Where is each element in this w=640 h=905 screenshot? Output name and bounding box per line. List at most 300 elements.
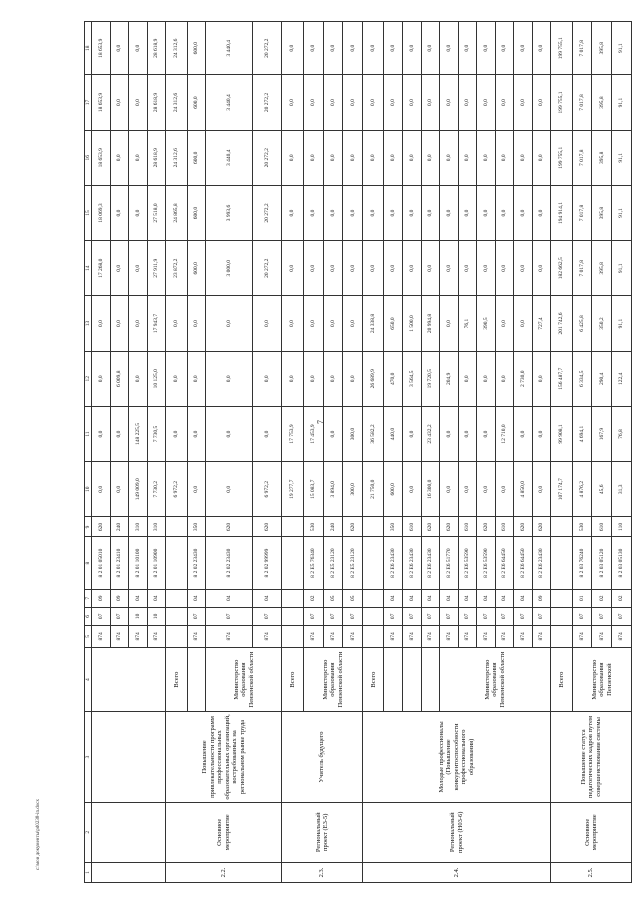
value-cell: 04 bbox=[440, 589, 459, 607]
value-cell: 12 710,0 bbox=[495, 406, 514, 461]
value-cell: 10 bbox=[147, 607, 166, 625]
item-type: Региональный проект (Е3-5) bbox=[282, 802, 363, 862]
value-cell: 0,0 bbox=[282, 296, 303, 351]
value-cell: 0,0 bbox=[252, 351, 282, 406]
value-cell: 0,0 bbox=[384, 22, 403, 75]
value-cell: 650,0 bbox=[384, 296, 403, 351]
item-title: Повышение статуса педагогических кадров путем совершенствования системы bbox=[551, 712, 632, 802]
value-cell bbox=[363, 625, 384, 647]
value-cell: 04 bbox=[477, 589, 496, 607]
value-cell: 0,0 bbox=[303, 22, 323, 75]
executor-cell: Министерство образования Пензенской области bbox=[206, 647, 282, 711]
value-cell bbox=[551, 589, 572, 607]
value-cell: 19 277,7 bbox=[282, 462, 303, 517]
value-cell: 156 487,7 bbox=[551, 351, 572, 406]
value-cell: 07 bbox=[252, 607, 282, 625]
value-cell: 0,0 bbox=[458, 130, 477, 185]
value-cell: 3 440,4 bbox=[206, 22, 252, 75]
value-cell: 02 bbox=[303, 589, 323, 607]
value-cell: 0,0 bbox=[514, 296, 533, 351]
value-cell: 0,0 bbox=[303, 130, 323, 185]
column-header: 7 bbox=[85, 589, 92, 607]
value-cell: 76,1 bbox=[458, 296, 477, 351]
value-cell: 0,0 bbox=[477, 75, 496, 130]
item-number bbox=[92, 862, 166, 882]
value-cell: 0,0 bbox=[403, 75, 422, 130]
value-cell: 0,0 bbox=[514, 185, 533, 240]
value-cell: 4 876,2 bbox=[572, 462, 592, 517]
value-cell: 3 440,4 bbox=[206, 130, 252, 185]
value-cell: 199 755,1 bbox=[551, 75, 572, 130]
value-cell: 05 bbox=[343, 589, 363, 607]
value-cell: 04 bbox=[129, 589, 148, 607]
value-cell: 0,0 bbox=[282, 351, 303, 406]
value-cell: 3 564,5 bbox=[403, 351, 422, 406]
value-cell: 0,0 bbox=[440, 22, 459, 75]
value-cell: 199 755,1 bbox=[551, 22, 572, 75]
value-cell: 07 bbox=[92, 607, 111, 625]
value-cell: 8 2 01 10100 bbox=[129, 537, 148, 589]
value-cell: 91,1 bbox=[612, 296, 632, 351]
value-cell: 0,0 bbox=[403, 406, 422, 461]
value-cell: 3 000,0 bbox=[206, 241, 252, 296]
value-cell: 874 bbox=[323, 625, 343, 647]
budget-table bbox=[84, 21, 632, 883]
value-cell: 530 bbox=[572, 517, 592, 537]
value-cell: 0,0 bbox=[323, 185, 343, 240]
value-cell: 17 943,7 bbox=[147, 296, 166, 351]
page-number: 7 bbox=[316, 420, 325, 424]
value-cell bbox=[551, 607, 572, 625]
value-cell: 0,0 bbox=[343, 241, 363, 296]
value-cell: 0,0 bbox=[343, 296, 363, 351]
value-cell: 7 017,8 bbox=[572, 185, 592, 240]
value-cell: 0,0 bbox=[303, 241, 323, 296]
value-cell: 04 bbox=[458, 589, 477, 607]
column-header: 1 bbox=[85, 862, 92, 882]
value-cell: 395,8 bbox=[592, 75, 612, 130]
table-row bbox=[551, 22, 572, 883]
value-cell: 0,0 bbox=[421, 185, 440, 240]
value-cell: 0,0 bbox=[384, 75, 403, 130]
value-cell: 7 017,8 bbox=[572, 75, 592, 130]
value-cell: 0,0 bbox=[495, 75, 514, 130]
value-cell: 390,5 bbox=[477, 296, 496, 351]
value-cell: 0,0 bbox=[495, 185, 514, 240]
value-cell: 204,9 bbox=[440, 351, 459, 406]
value-cell: 0,0 bbox=[363, 130, 384, 185]
value-cell: 8 2 E6 51770 bbox=[440, 537, 459, 589]
value-cell: 0,0 bbox=[187, 351, 206, 406]
value-cell: 600,0 bbox=[187, 241, 206, 296]
value-cell: 07 bbox=[303, 607, 323, 625]
value-cell: 0,0 bbox=[129, 296, 148, 351]
value-cell: 874 bbox=[612, 625, 632, 647]
value-cell: 0,0 bbox=[187, 296, 206, 351]
value-cell bbox=[282, 607, 303, 625]
value-cell: 148 225,5 bbox=[129, 406, 148, 461]
value-cell: 0,0 bbox=[458, 241, 477, 296]
value-cell: 350 bbox=[384, 517, 403, 537]
value-cell: 0,0 bbox=[403, 130, 422, 185]
value-cell: 15 083,7 bbox=[303, 462, 323, 517]
value-cell: 91,1 bbox=[612, 241, 632, 296]
value-cell: 4 850,0 bbox=[514, 462, 533, 517]
value-cell: 395,8 bbox=[592, 22, 612, 75]
value-cell: 3 894,0 bbox=[323, 462, 343, 517]
value-cell: 6 972,2 bbox=[166, 462, 187, 517]
footer-file-path: c:\мои документы\pd0238-in.docx bbox=[36, 799, 41, 870]
column-header: 13 bbox=[85, 296, 92, 351]
column-header: 9 bbox=[85, 517, 92, 537]
value-cell: 8 2 E6 23430 bbox=[532, 537, 551, 589]
value-cell: 0,0 bbox=[440, 185, 459, 240]
value-cell: 18 653,9 bbox=[92, 75, 111, 130]
column-header: 16 bbox=[85, 130, 92, 185]
value-cell bbox=[166, 625, 187, 647]
value-cell: 199 755,1 bbox=[551, 130, 572, 185]
value-cell: 04 bbox=[403, 589, 422, 607]
value-cell: 0,0 bbox=[532, 351, 551, 406]
value-cell: 0,0 bbox=[252, 406, 282, 461]
value-cell: 0,0 bbox=[282, 241, 303, 296]
value-cell: 0,0 bbox=[323, 22, 343, 75]
value-cell: 620 bbox=[514, 517, 533, 537]
executor-cell bbox=[421, 647, 440, 711]
value-cell: 620 bbox=[206, 517, 252, 537]
value-cell: 0,0 bbox=[187, 462, 206, 517]
value-cell: 0,0 bbox=[532, 406, 551, 461]
table-body bbox=[92, 22, 632, 883]
value-cell: 0,0 bbox=[458, 351, 477, 406]
value-cell: 8 2 02 23430 bbox=[206, 537, 252, 589]
value-cell: 07 bbox=[592, 607, 612, 625]
value-cell: 0,0 bbox=[343, 130, 363, 185]
value-cell: 620 bbox=[252, 517, 282, 537]
value-cell: 0,0 bbox=[477, 185, 496, 240]
value-cell: 0,0 bbox=[458, 185, 477, 240]
value-cell: 0,0 bbox=[323, 296, 343, 351]
value-cell: 07 bbox=[572, 607, 592, 625]
value-cell: 0,0 bbox=[323, 75, 343, 130]
column-header: 17 bbox=[85, 75, 92, 130]
value-cell bbox=[166, 537, 187, 589]
value-cell: 0,0 bbox=[363, 241, 384, 296]
value-cell: 0,0 bbox=[532, 22, 551, 75]
value-cell: 0,0 bbox=[421, 241, 440, 296]
value-cell: 530 bbox=[303, 517, 323, 537]
item-type: Региональный проект (Н03-6) bbox=[363, 802, 551, 862]
value-cell: 0,0 bbox=[110, 462, 129, 517]
value-cell: 8 2 E6 53590 bbox=[477, 537, 496, 589]
value-cell: 02 bbox=[612, 589, 632, 607]
value-cell: 6 334,5 bbox=[572, 351, 592, 406]
value-cell: 27 518,0 bbox=[147, 185, 166, 240]
column-header: 10 bbox=[85, 462, 92, 517]
value-cell: 610 bbox=[495, 517, 514, 537]
value-cell: 620 bbox=[343, 517, 363, 537]
value-cell: 0,0 bbox=[129, 351, 148, 406]
value-cell: 874 bbox=[206, 625, 252, 647]
value-cell: 0,0 bbox=[477, 406, 496, 461]
value-cell: 07 bbox=[514, 607, 533, 625]
value-cell: 91,1 bbox=[612, 75, 632, 130]
value-cell: 350 bbox=[187, 517, 206, 537]
value-cell: 440,0 bbox=[384, 406, 403, 461]
value-cell: 28 618,9 bbox=[147, 130, 166, 185]
value-cell: 28 618,9 bbox=[147, 22, 166, 75]
value-cell: 8 2 03 76240 bbox=[572, 537, 592, 589]
column-header: 11 bbox=[85, 406, 92, 461]
item-number: 2.4. bbox=[363, 862, 551, 882]
column-header: 6 bbox=[85, 607, 92, 625]
value-cell: 45,6 bbox=[592, 462, 612, 517]
value-cell: 0,0 bbox=[129, 22, 148, 75]
value-cell: 18 653,9 bbox=[92, 130, 111, 185]
value-cell: 0,0 bbox=[532, 241, 551, 296]
value-cell: 0,0 bbox=[440, 130, 459, 185]
value-cell: 3 440,4 bbox=[206, 75, 252, 130]
executor-cell: Министерство образования Пензенской области bbox=[440, 647, 551, 711]
value-cell: 0,0 bbox=[303, 75, 323, 130]
value-cell: 18 069,3 bbox=[92, 185, 111, 240]
value-cell: 0,0 bbox=[477, 462, 496, 517]
value-cell: 110 bbox=[612, 517, 632, 537]
value-cell: 1 500,0 bbox=[403, 296, 422, 351]
value-cell: 0,0 bbox=[384, 241, 403, 296]
value-cell: 874 bbox=[421, 625, 440, 647]
item-title: Повышение привлекательности программ профессиональных образовательных организаций, востребованных на региональном рынке труда bbox=[166, 712, 282, 802]
value-cell: 4 694,1 bbox=[572, 406, 592, 461]
value-cell: 04 bbox=[187, 589, 206, 607]
value-cell: 620 bbox=[532, 517, 551, 537]
value-cell: 07 bbox=[612, 607, 632, 625]
value-cell: 19 720,5 bbox=[421, 351, 440, 406]
value-cell: 201 742,6 bbox=[551, 296, 572, 351]
value-cell: 240 bbox=[323, 517, 343, 537]
value-cell: 04 bbox=[495, 589, 514, 607]
value-cell: 0,0 bbox=[323, 130, 343, 185]
value-cell: 874 bbox=[384, 625, 403, 647]
value-cell: 194 914,1 bbox=[551, 185, 572, 240]
value-cell bbox=[282, 589, 303, 607]
value-cell: 04 bbox=[384, 589, 403, 607]
value-cell: 610 bbox=[403, 517, 422, 537]
value-cell: 07 bbox=[421, 607, 440, 625]
value-cell bbox=[282, 517, 303, 537]
value-cell: 0,0 bbox=[110, 406, 129, 461]
value-cell: 874 bbox=[92, 625, 111, 647]
value-cell: 0,0 bbox=[514, 406, 533, 461]
table-row bbox=[166, 22, 187, 883]
value-cell: 107 174,7 bbox=[551, 462, 572, 517]
value-cell: 0,0 bbox=[129, 75, 148, 130]
value-cell: 0,0 bbox=[477, 241, 496, 296]
value-cell: 0,0 bbox=[282, 130, 303, 185]
value-cell: 20 272,2 bbox=[252, 22, 282, 75]
table-row bbox=[282, 22, 303, 883]
value-cell: 0,0 bbox=[110, 241, 129, 296]
value-cell: 09 bbox=[92, 589, 111, 607]
value-cell: 0,0 bbox=[532, 462, 551, 517]
value-cell: 240 bbox=[110, 517, 129, 537]
column-header: 3 bbox=[85, 712, 92, 802]
value-cell: 09 bbox=[532, 589, 551, 607]
value-cell bbox=[551, 537, 572, 589]
value-cell: 874 bbox=[129, 625, 148, 647]
value-cell: 600,0 bbox=[384, 462, 403, 517]
value-cell: 0,0 bbox=[458, 406, 477, 461]
value-cell: 31,3 bbox=[612, 462, 632, 517]
value-cell: 0,0 bbox=[323, 241, 343, 296]
executor-cell bbox=[403, 647, 422, 711]
value-cell: 0,0 bbox=[206, 462, 252, 517]
column-header: 5 bbox=[85, 625, 92, 647]
value-cell: 0,0 bbox=[206, 296, 252, 351]
value-cell: 0,0 bbox=[129, 185, 148, 240]
value-cell: 8 2 E6 23430 bbox=[421, 537, 440, 589]
value-cell: 0,0 bbox=[440, 406, 459, 461]
value-cell: 290,4 bbox=[592, 351, 612, 406]
value-cell: 0,0 bbox=[403, 185, 422, 240]
value-cell: 07 bbox=[477, 607, 496, 625]
value-cell: 8 2 E5 23120 bbox=[323, 537, 343, 589]
item-type: Основное мероприятие bbox=[551, 802, 632, 862]
value-cell: 874 bbox=[187, 625, 206, 647]
value-cell: 0,0 bbox=[514, 75, 533, 130]
item-number: 2.2. bbox=[166, 862, 282, 882]
value-cell: 620 bbox=[92, 517, 111, 537]
value-cell: 0,0 bbox=[403, 241, 422, 296]
value-cell: 0,0 bbox=[166, 406, 187, 461]
value-cell: 10 125,0 bbox=[147, 351, 166, 406]
value-cell: 874 bbox=[477, 625, 496, 647]
value-cell: 0,0 bbox=[495, 241, 514, 296]
value-cell: 0,0 bbox=[514, 130, 533, 185]
value-cell: 04 bbox=[206, 589, 252, 607]
rotated-table-container bbox=[84, 21, 632, 883]
value-cell bbox=[551, 625, 572, 647]
header-row bbox=[85, 22, 92, 883]
value-cell: 0,0 bbox=[343, 22, 363, 75]
value-cell: 470,0 bbox=[384, 351, 403, 406]
value-cell: 874 bbox=[343, 625, 363, 647]
value-cell: 0,0 bbox=[495, 462, 514, 517]
value-cell: 20 272,2 bbox=[252, 185, 282, 240]
value-cell: 8 2 E6 64450 bbox=[514, 537, 533, 589]
value-cell: 0,0 bbox=[343, 75, 363, 130]
value-cell: 874 bbox=[495, 625, 514, 647]
value-cell: 0,0 bbox=[303, 185, 323, 240]
value-cell: 24 312,6 bbox=[166, 22, 187, 75]
value-cell: 0,0 bbox=[303, 296, 323, 351]
value-cell: 8 2 01 23410 bbox=[110, 537, 129, 589]
value-cell: 8 2 03 05130 bbox=[612, 537, 632, 589]
value-cell: 8 2 03 05120 bbox=[592, 537, 612, 589]
value-cell: 167,9 bbox=[592, 406, 612, 461]
value-cell: 0,0 bbox=[166, 296, 187, 351]
value-cell: 0,0 bbox=[129, 241, 148, 296]
value-cell: 17 753,9 bbox=[282, 406, 303, 461]
item-number: 2.5. bbox=[551, 862, 632, 882]
value-cell: 04 bbox=[252, 589, 282, 607]
value-cell: 8 2 E6 64450 bbox=[495, 537, 514, 589]
value-cell: 8 2 E5 23120 bbox=[343, 537, 363, 589]
item-title: Учитель будущего bbox=[282, 712, 363, 802]
value-cell bbox=[282, 625, 303, 647]
executor-cell: Министерство образования Пензенской bbox=[572, 647, 631, 711]
value-cell: 17 268,0 bbox=[92, 241, 111, 296]
value-cell: 6 972,2 bbox=[252, 462, 282, 517]
value-cell: 20 994,8 bbox=[421, 296, 440, 351]
value-cell: 7 017,8 bbox=[572, 130, 592, 185]
value-cell: 0,0 bbox=[458, 22, 477, 75]
executor-cell: Всего bbox=[363, 647, 384, 711]
value-cell: 0,0 bbox=[458, 462, 477, 517]
item-number: 2.3. bbox=[282, 862, 363, 882]
value-cell: 0,0 bbox=[92, 296, 111, 351]
value-cell: 310 bbox=[147, 517, 166, 537]
value-cell bbox=[166, 607, 187, 625]
value-cell: 7 017,8 bbox=[572, 22, 592, 75]
value-cell: 0,0 bbox=[110, 130, 129, 185]
value-cell: 0,0 bbox=[532, 185, 551, 240]
value-cell: 0,0 bbox=[166, 351, 187, 406]
value-cell: 91,1 bbox=[612, 130, 632, 185]
value-cell bbox=[166, 589, 187, 607]
column-header: 4 bbox=[85, 647, 92, 711]
value-cell: 874 bbox=[514, 625, 533, 647]
value-cell: 0,0 bbox=[514, 22, 533, 75]
value-cell bbox=[363, 607, 384, 625]
value-cell: 04 bbox=[421, 589, 440, 607]
value-cell: 24 312,6 bbox=[166, 75, 187, 130]
value-cell: 874 bbox=[110, 625, 129, 647]
value-cell: 600,0 bbox=[187, 22, 206, 75]
value-cell: 0,0 bbox=[440, 462, 459, 517]
value-cell: 6 009,8 bbox=[110, 351, 129, 406]
value-cell: 874 bbox=[572, 625, 592, 647]
value-cell bbox=[363, 589, 384, 607]
value-cell: 0,0 bbox=[110, 75, 129, 130]
value-cell: 395,8 bbox=[592, 185, 612, 240]
value-cell: 20 272,2 bbox=[252, 75, 282, 130]
column-header: 2 bbox=[85, 802, 92, 862]
value-cell: 7 730,2 bbox=[147, 462, 166, 517]
column-header: 15 bbox=[85, 185, 92, 240]
value-cell: 0,0 bbox=[129, 130, 148, 185]
column-header: 14 bbox=[85, 241, 92, 296]
value-cell: 620 bbox=[421, 517, 440, 537]
value-cell: 0,0 bbox=[92, 406, 111, 461]
value-cell: 300,0 bbox=[343, 462, 363, 517]
value-cell: 8 2 02 99999 bbox=[252, 537, 282, 589]
value-cell: 91,1 bbox=[612, 185, 632, 240]
value-cell: 0,0 bbox=[187, 406, 206, 461]
item-type: Основное мероприятие bbox=[166, 802, 282, 862]
value-cell: 300,0 bbox=[343, 406, 363, 461]
value-cell: 874 bbox=[532, 625, 551, 647]
value-cell: 07 bbox=[532, 607, 551, 625]
executor-cell: Министерство образования Пензенской области bbox=[303, 647, 362, 711]
value-cell: 0,0 bbox=[440, 296, 459, 351]
value-cell: 07 bbox=[323, 607, 343, 625]
value-cell: 0,0 bbox=[363, 75, 384, 130]
value-cell: 600,0 bbox=[187, 185, 206, 240]
value-cell: 0,0 bbox=[495, 22, 514, 75]
value-cell: 610 bbox=[458, 517, 477, 537]
value-cell: 0,0 bbox=[343, 185, 363, 240]
